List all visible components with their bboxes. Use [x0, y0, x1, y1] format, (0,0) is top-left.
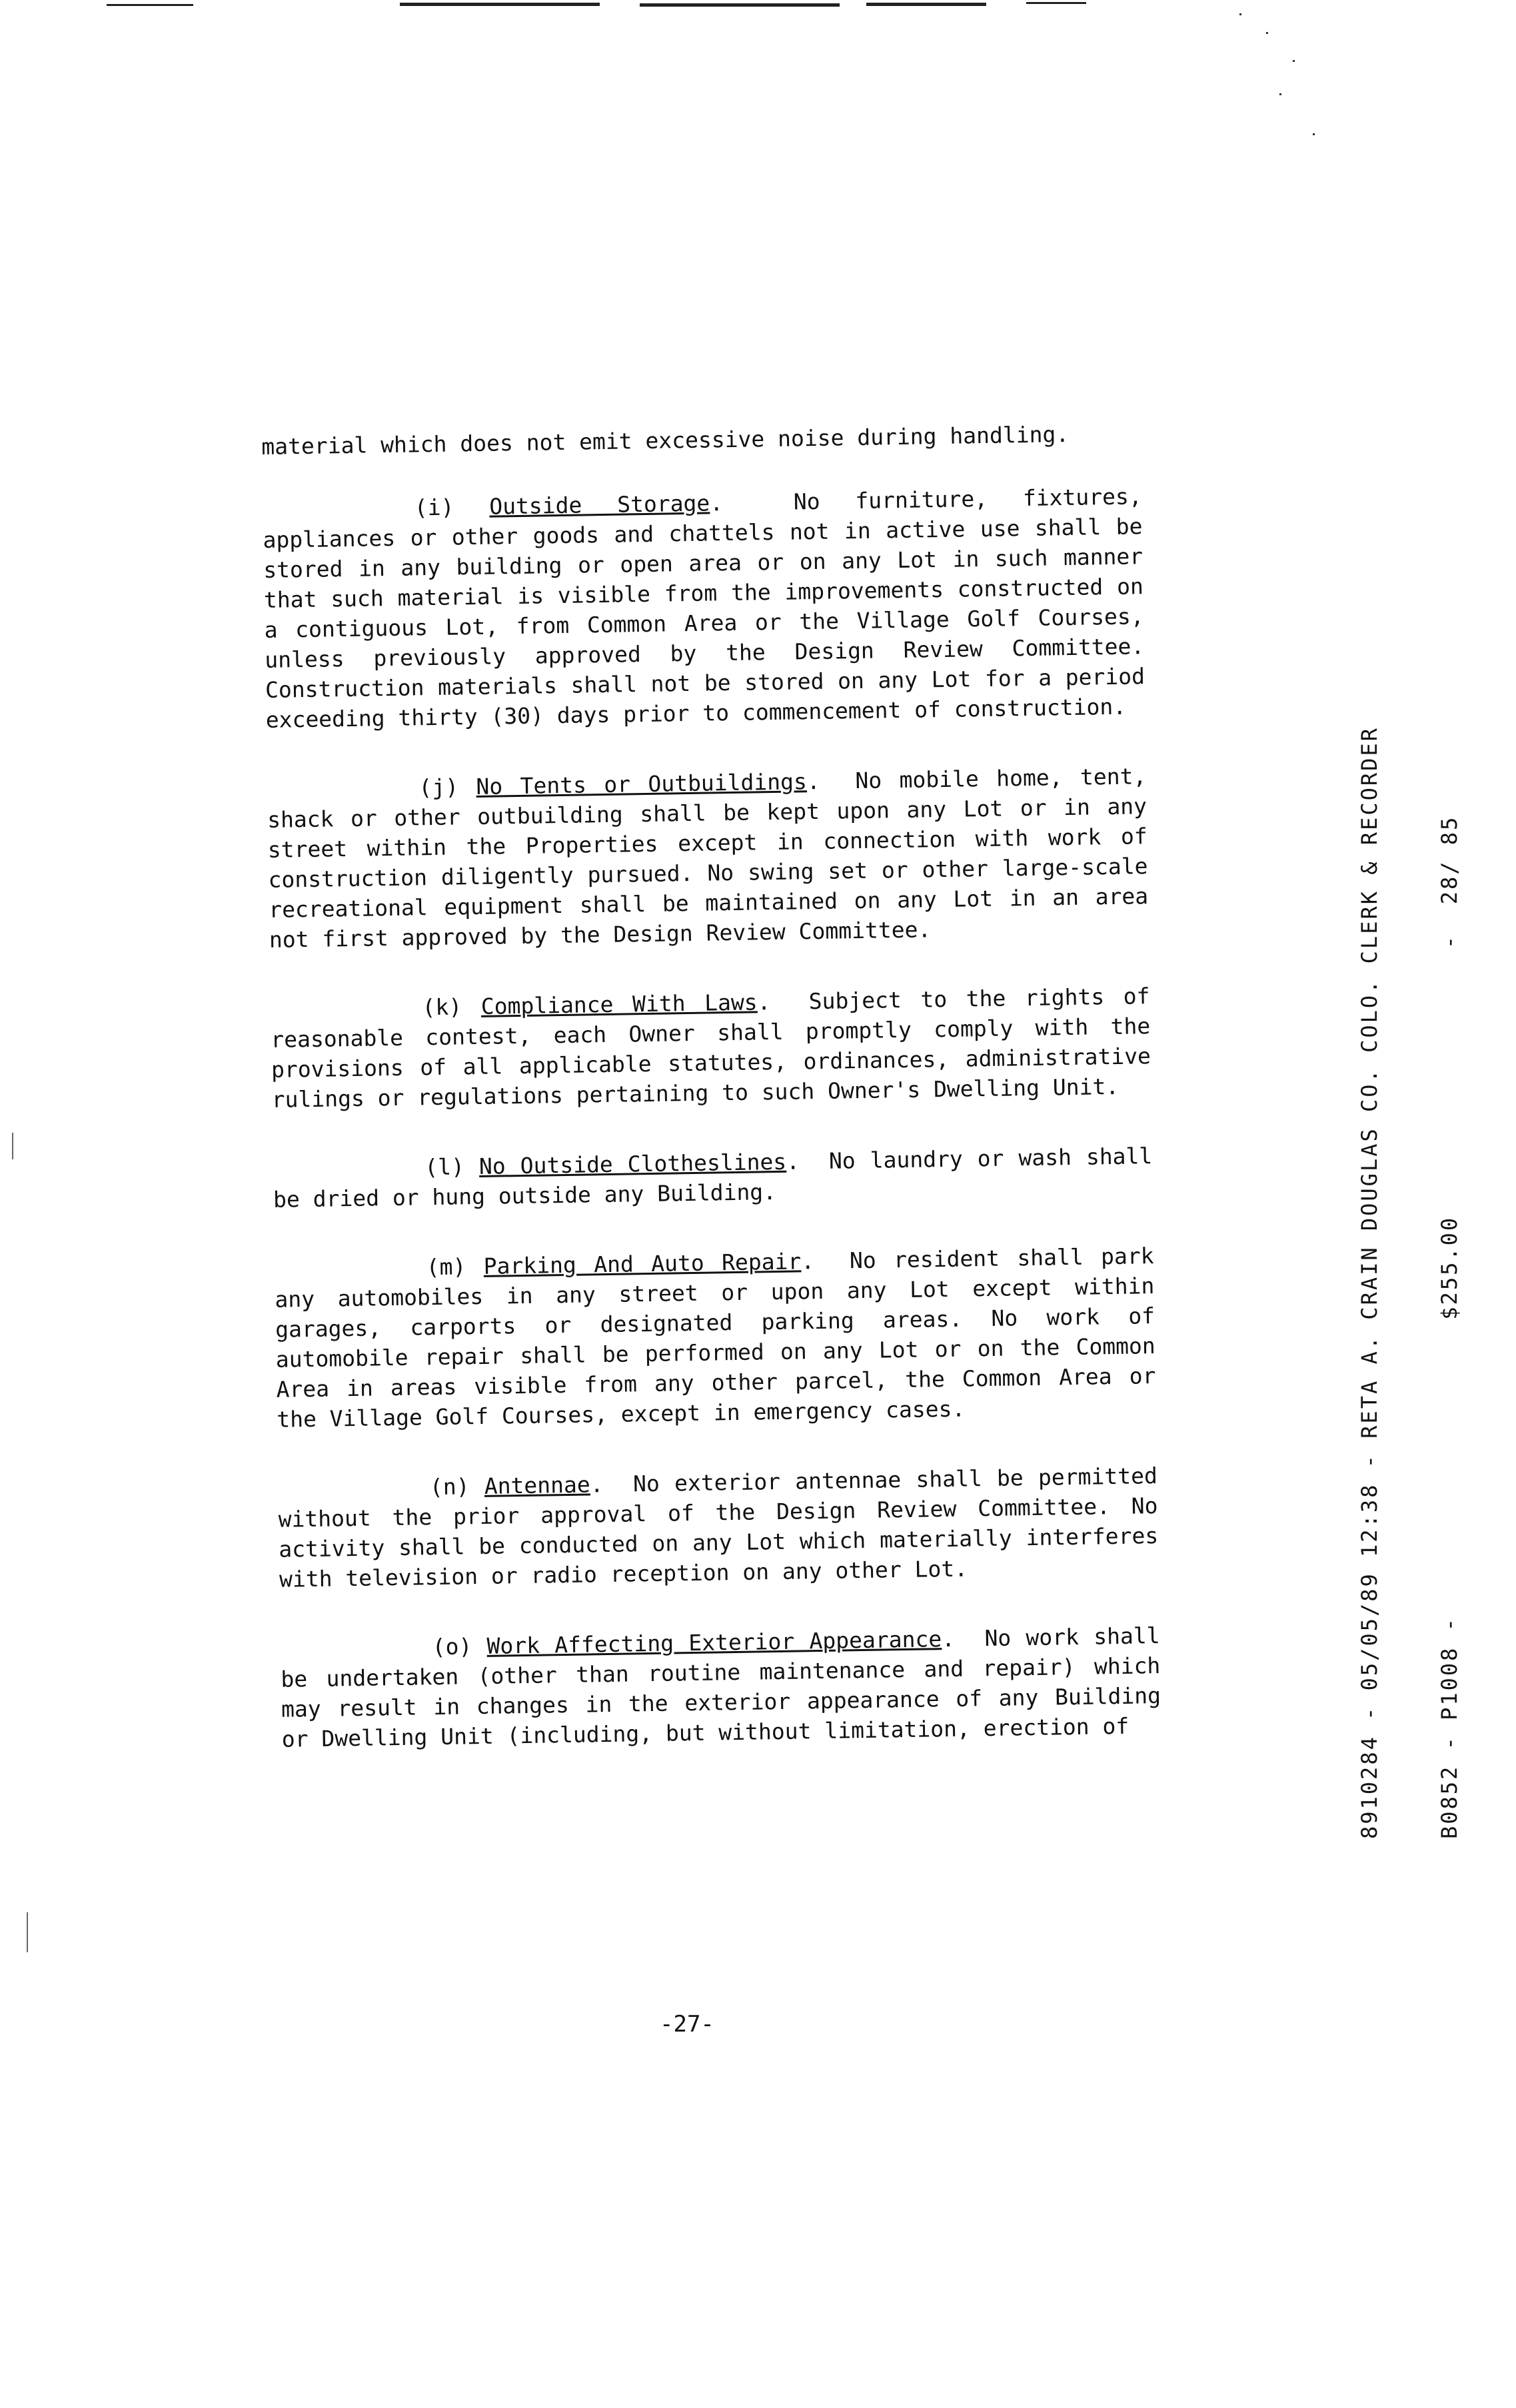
section-heading: Compliance With Laws [480, 989, 758, 1019]
scan-artifacts [0, 0, 1365, 27]
section-heading: Antennae [484, 1471, 591, 1499]
section-n: (n) Antennae. No exterior antennae shall be permitted without the prior approval of the Design Review Committee. No activity shall be conducted on any Lot which materially interferes with television or radio reception on any other Lot. [278, 1463, 1159, 1592]
section-i: (i) Outside Storage. No furniture, fixtures, appliances or other goods and chattels not in active use shall be stored in any building or open area or on any Lot in such manner that such material is visible from the improvements constructed on a contiguous Lot, from Common Area or the Village Golf Courses, unless previously approved by the Design Review Committee. Construction materials shall not be stored on any Lot for a period exceeding thirty (30) days prior to commencement of construction. [263, 483, 1145, 733]
left-edge-mark [12, 1133, 13, 1159]
section-text: No furniture, fixtures, appliances or other goods and chattels not in active use shall be stored in any building or open area or on any Lot in such manner that such material is visible from the improvements constructed on a contiguous Lot, from Common Area or the Village Golf Courses, unless previously approved by the Design Review Committee. Construction materials shall not be stored on any Lot for a period exceeding thirty (30) days prior to commencement of construction. [263, 483, 1145, 733]
left-edge-mark [27, 1912, 28, 1952]
section-text: No exterior antennae shall be permitted without the prior approval of the Design Review Committee. No activity shall be conducted on any Lot which materially interferes with television or radio reception on any other Lot. [278, 1463, 1159, 1592]
section-j: (j) No Tents or Outbuildings. No mobile home, tent, shack or other outbuilding shall be kept upon any Lot or in any street within the Properties except in connection with work of construction diligently pursued. No swing set or other large-scale recreational equipment shall be maintained on any Lot in an area not first approved by the Design Review Committee. [267, 763, 1149, 953]
section-label: (j) [418, 774, 459, 801]
section-l: (l) No Outside Clotheslines. No laundry or wash shall be dried or hung outside any Building. [273, 1143, 1153, 1213]
section-o: (o) Work Affecting Exterior Appearance. No work shall be undertaken (other than routine maintenance and repair) which may result in changes in the exterior appearance of any Building or Dwelling Unit (including, but without limitation, erection of [281, 1622, 1161, 1752]
section-text: Subject to the rights of reasonable contest, each Owner shall promptly comply with the provisions of all applicable statutes, ordinances, administrative rulings or regulations pertaining to such Owner's Dwelling Unit. [271, 983, 1151, 1113]
section-k: (k) Compliance With Laws. Subject to the rights of reasonable contest, each Owner shall promptly comply with the provisions of all applicable statutes, ordinances, administrative rulings or regulations pertaining to such Owner's Dwelling Unit. [271, 983, 1151, 1113]
section-m: (m) Parking And Auto Repair. No resident shall park any automobiles in any street or upon any Lot except within garages, carports or designated parking areas. No work of automobile repair shall be performed on any Lot or on the Common Area in areas visible from any other parcel, the Common Area or the Village Golf Courses, except in emergency cases. [275, 1243, 1156, 1433]
section-label: (i) [414, 494, 454, 521]
section-label: (k) [422, 993, 462, 1021]
section-heading: Parking And Auto Repair [483, 1248, 802, 1279]
section-text: No work shall be undertaken (other than routine maintenance and repair) which may result in changes in the exterior appearance of any Building or Dwelling Unit (including, but without limitation, erection of [281, 1622, 1161, 1752]
section-label: (n) [429, 1473, 470, 1501]
section-text: No laundry or wash shall be dried or hung outside any Building. [273, 1143, 1153, 1213]
section-label: (o) [432, 1633, 472, 1660]
section-heading: Outside Storage [488, 490, 710, 520]
page-number: -27- [660, 2011, 714, 2038]
section-heading: No Outside Clotheslines [478, 1148, 787, 1179]
body-text [261, 418, 1162, 1794]
recorder-stamp-line-2: B0852 - P1008 - $255.00 - 28/ 85 [1437, 815, 1462, 1839]
section-label: (m) [426, 1253, 466, 1281]
section-text: No resident shall park any automobiles in any street or upon any Lot except within garages, carports or designated parking areas. No work of automobile repair shall be performed on any Lot or on the Common Area in areas visible from any other parcel, the Common Area or the Village Golf Courses, except in emergency cases. [275, 1243, 1156, 1433]
recorder-stamp [1303, 726, 1516, 1839]
section-label: (l) [424, 1153, 465, 1181]
section-heading: No Tents or Outbuildings [476, 768, 808, 800]
section-text: No mobile home, tent, shack or other outbuilding shall be kept upon any Lot or in any street within the Properties except in connection with work of construction diligently pursued. No swing set or other large-scale recreational equipment shall be maintained on any Lot in an area not first approved by the Design Review Committee. [267, 763, 1149, 953]
recorder-stamp-line-1: 8910284 - 05/05/89 12:38 - RETA A. CRAIN DOUGLAS CO. COLO. CLERK & RECORDER [1357, 726, 1382, 1839]
section-heading: Work Affecting Exterior Appearance [486, 1626, 942, 1659]
intro-paragraph: material which does not emit excessive noise during handling. [261, 420, 1070, 460]
